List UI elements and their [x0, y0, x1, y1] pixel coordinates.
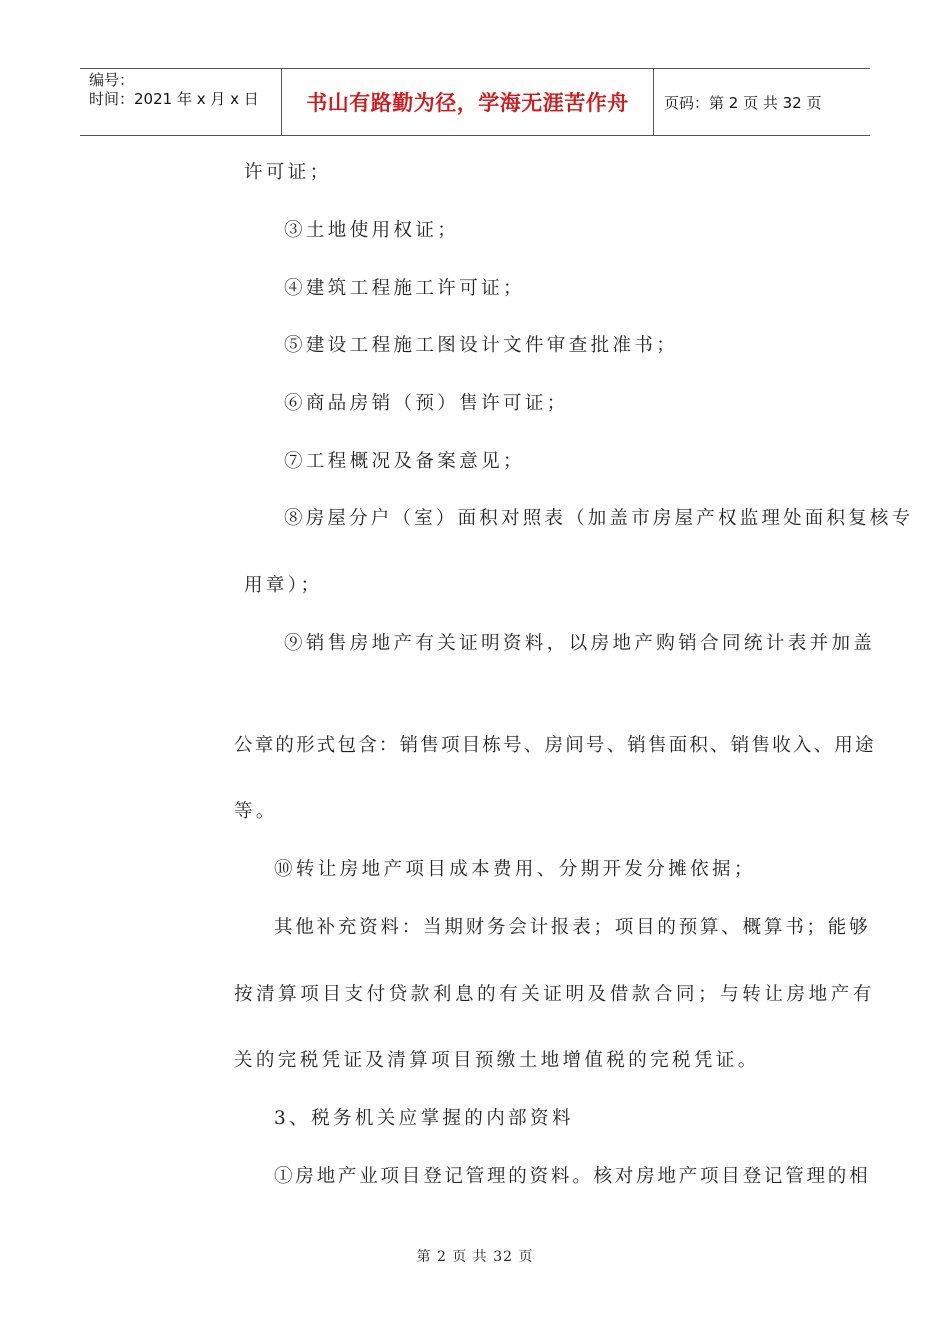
body-line: ⑧房屋分户（室）面积对照表（加盖市房屋产权监理处面积复核专 — [284, 508, 914, 529]
header-meta — [80, 69, 281, 135]
header-motto: 书山有路勤为径，学海无涯苦作舟 — [281, 69, 654, 135]
header-page-info: 页码：第 2 页 共 32 页 — [664, 93, 822, 112]
body-line: ⑥商品房销（预）售许可证； — [284, 393, 569, 414]
body-line: 关的完税凭证及清算项目预缴土地增值税的完税凭证。 — [234, 1050, 760, 1071]
body-line: ③土地使用权证； — [284, 220, 460, 241]
body-line: 等。 — [234, 801, 278, 822]
body-line: 公章的形式包含：销售项目栋号、房间号、销售面积、销售收入、用途 — [234, 735, 876, 756]
body-line: ⑨销售房地产有关证明资料，以房地产购销合同统计表并加盖 — [284, 633, 876, 654]
body-line: ⑤建设工程施工图设计文件审查批准书； — [284, 335, 679, 356]
body-line: 许可证； — [244, 162, 332, 183]
document-number: 编号： — [89, 71, 135, 89]
body-line: 用章）； — [244, 575, 323, 596]
page-header — [80, 68, 870, 136]
page-footer: 第 2 页 共 32 页 — [416, 1249, 534, 1265]
body-line: 其他补充资料：当期财务会计报表；项目的预算、概算书；能够 — [274, 917, 871, 938]
body-line: ⑩转让房地产项目成本费用、分期开发分摊依据； — [274, 859, 756, 880]
body-line: 3、税务机关应掌握的内部资料 — [274, 1108, 574, 1129]
body-line: ⑦工程概况及备案意见； — [284, 451, 525, 472]
body-line: ④建筑工程施工许可证； — [284, 278, 525, 299]
body-line: ①房地产业项目登记管理的资料。核对房地产项目登记管理的相 — [274, 1166, 871, 1187]
body-line: 按清算项目支付贷款利息的有关证明及借款合同；与转让房地产有 — [234, 984, 875, 1005]
document-time: 时间：2021 年 x 月 x 日 — [89, 90, 259, 108]
